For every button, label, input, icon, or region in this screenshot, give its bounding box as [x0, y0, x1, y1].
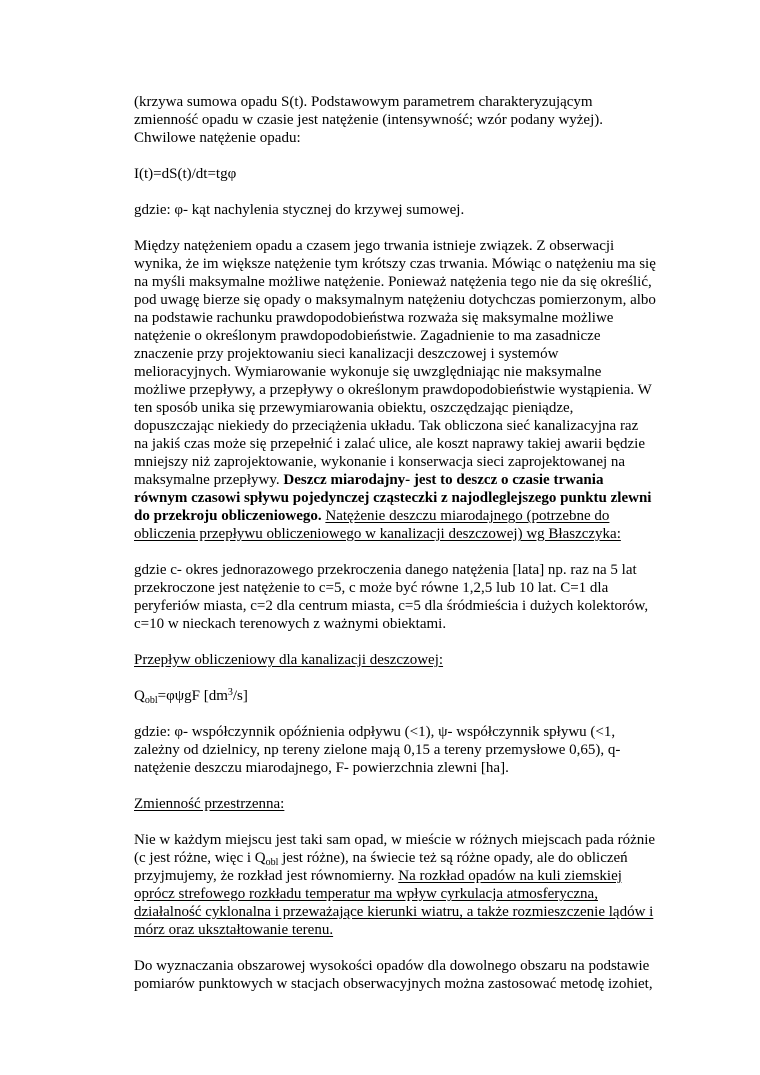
- formula-text: I(t)=dS(t)/dt=tgφ: [134, 166, 237, 182]
- formula-end: /s]: [232, 688, 248, 704]
- text-line: gdzie: φ- kąt nachylenia stycznej do krzywej sumowej.: [134, 202, 465, 218]
- text-line: Do wyznaczania obszarowej wysokości opadów dla dowolnego obszaru na podstawie: [134, 958, 650, 974]
- text-line: (krzywa sumowa opadu S(t). Podstawowym parametrem charakteryzującym: [134, 94, 593, 110]
- text-line: zależny od dzielnicy, np tereny zielone mają 0,15 a tereny przemysłowe 0,65), q-: [134, 742, 621, 758]
- paragraph-spatial: [134, 831, 674, 939]
- underlined-text: działalność cyklonalna i przeważające kierunki wiatru, a także rozmieszczenie lądów i: [134, 904, 654, 920]
- text-line: mniejszy niż zaprojektowanie, wykonanie i konserwacja sieci zaprojektowanej na: [134, 454, 626, 470]
- formula-superscript: 3: [227, 687, 233, 698]
- underlined-text: Natężenie deszczu miarodajnego (potrzebne do: [325, 508, 610, 524]
- underlined-text: mórz oraz ukształtowanie terenu.: [134, 922, 334, 938]
- text-line: c=10 w nieckach terenowych z ważnymi obiektami.: [134, 616, 447, 632]
- text-line: Chwilowe natężenie opadu:: [134, 130, 301, 146]
- formula-intensity: [134, 165, 674, 183]
- paragraph-where-c: [134, 561, 674, 633]
- text-line: melioracyjnych. Wymiarowanie wykonuje się uwzględniając nie maksymalne: [134, 364, 602, 380]
- text-line: przekroczone jest natężenie to c=5, c może być równe 1,2,5 lub 10 lat. C=1 dla: [134, 580, 609, 596]
- underlined-heading: Zmienność przestrzenna:: [134, 796, 285, 812]
- text-line: [134, 472, 603, 488]
- text-line: pod uwagę bierze się opady o maksymalnym natężeniu dotychczas pomierzonym, albo: [134, 292, 656, 308]
- text-line: natężenie o określonym prawdopodobieństwie. Zagadnienie to ma zasadnicze: [134, 328, 601, 344]
- paragraph-isohyet: [134, 957, 674, 993]
- bold-definition: Deszcz miarodajny- jest to deszcz o czasie trwania: [283, 472, 604, 488]
- paragraph-relation: [134, 237, 674, 543]
- text-line: na jakiś czas może się przepełnić i zalać ulice, ale koszt naprawy takiej awarii będzie: [134, 436, 645, 452]
- formula-subscript: obl: [144, 695, 158, 706]
- text-line: [134, 868, 622, 884]
- text-fragment: maksymalne przepływy.: [134, 472, 284, 488]
- bold-definition: równym czasowi spływu pojedynczej cząsteczki z najodleglejszego punktu zlewni: [134, 490, 652, 506]
- text-line: peryferiów miasta, c=2 dla centrum miasta, c=5 dla śródmieścia i dużych kolektorów,: [134, 598, 649, 614]
- document-body: [134, 93, 674, 1011]
- formula-body: =φψgF [dm: [157, 688, 228, 704]
- text-fragment: (c jest różne, więc i Q: [134, 850, 266, 866]
- text-line: Nie w każdym miejscu jest taki sam opad, w mieście w różnych miejscach pada różnie: [134, 832, 656, 848]
- text-line: znaczenie przy projektowaniu sieci kanalizacji deszczowej i systemów: [134, 346, 559, 362]
- heading-design-flow: [134, 651, 674, 669]
- underlined-text: oprócz strefowego rozkładu temperatur ma wpływ cyrkulacja atmosferyczna,: [134, 886, 598, 902]
- bold-definition: do przekroju obliczeniowego.: [134, 508, 322, 524]
- heading-spatial-variability: [134, 795, 674, 813]
- underlined-text: Na rozkład opadów na kuli ziemskiej: [398, 868, 622, 884]
- text-line: na myśli maksymalne możliwe natężenie. Ponieważ natężenia tego nie da się określić,: [134, 274, 652, 290]
- text-line: gdzie: φ- współczynnik opóźnienia odpływu (<1), ψ- współczynnik spływu (<1,: [134, 724, 616, 740]
- formula-q: Q: [134, 688, 145, 704]
- text-line: na podstawie rachunku prawdopodobieństwa rozważa się maksymalne możliwe: [134, 310, 614, 326]
- text-line: gdzie c- okres jednorazowego przekroczenia danego natężenia [lata] np. raz na 5 lat: [134, 562, 637, 578]
- underlined-text: obliczenia przepływu obliczeniowego w kanalizacji deszczowej) wg Błaszczyka:: [134, 526, 621, 542]
- paragraph-where-coefficients: [134, 723, 674, 777]
- text-fragment: jest różne), na świecie też są różne opady, ale do obliczeń: [278, 850, 628, 866]
- subscript: obl: [265, 857, 279, 868]
- text-line: zmienność opadu w czasie jest natężenie (intensywność; wzór podany wyżej).: [134, 112, 603, 128]
- underlined-heading: Przepływ obliczeniowy dla kanalizacji deszczowej:: [134, 652, 444, 668]
- text-line: pomiarów punktowych w stacjach obserwacyjnych można zastosować metodę izohiet,: [134, 976, 653, 992]
- text-line: możliwe przepływy, a przepływy o określonym prawdopodobieństwie wystąpienia. W: [134, 382, 652, 398]
- text-line: wynika, że im większe natężenie tym krótszy czas trwania. Mówiąc o natężeniu ma się: [134, 256, 656, 272]
- text-fragment: przyjmujemy, że rozkład jest równomierny.: [134, 868, 399, 884]
- paragraph-intro: [134, 93, 674, 147]
- formula-design-flow: [134, 687, 674, 705]
- paragraph-where-phi: [134, 201, 674, 219]
- text-line: natężenie deszczu miarodajnego, F- powierzchnia zlewni [ha].: [134, 760, 509, 776]
- text-line: [134, 850, 628, 866]
- text-line: ten sposób unika się przewymiarowania obiektu, oszczędzając pieniądze,: [134, 400, 574, 416]
- text-line: [134, 508, 609, 524]
- text-line: Między natężeniem opadu a czasem jego trwania istnieje związek. Z obserwacji: [134, 238, 615, 254]
- text-line: dopuszczając niekiedy do przeciążenia układu. Tak obliczona sieć kanalizacyjna raz: [134, 418, 639, 434]
